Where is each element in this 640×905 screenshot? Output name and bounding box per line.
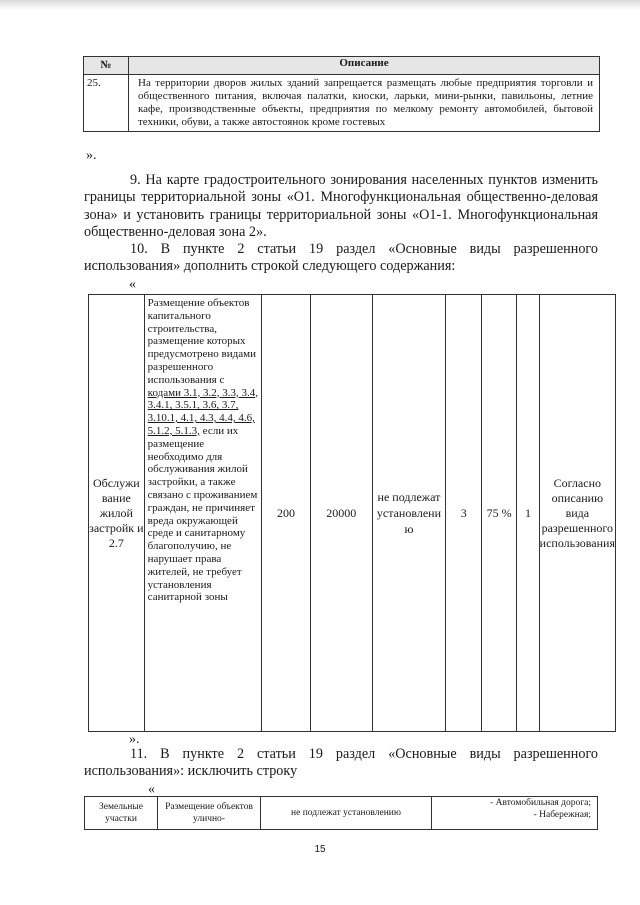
land-use-description <box>144 295 261 732</box>
description-table <box>83 56 600 132</box>
setback: не подлежат установлени ю <box>372 295 446 732</box>
page-top-shadow <box>0 0 640 10</box>
table-row <box>84 75 600 132</box>
description-codes: кодами 3.1, 3.2, 3.3, 3.4, 3.4.1, 3.5.1, 3.6, 3.7, 3.10.1, 4.1, 4.3, 4.4, 4.6, 5.1.2, 5.1.3, <box>147 386 258 437</box>
table-row <box>85 797 598 830</box>
table-row <box>89 295 616 732</box>
land-use-table <box>88 294 616 732</box>
floors: 3 <box>446 295 482 732</box>
opening-quote: « <box>148 782 155 797</box>
note: Согласно описанию вида разрешенного использования <box>539 295 615 732</box>
number-column-header: № <box>84 57 129 75</box>
description-start: Размещение объектов капитального строительства, размещение которых предусмотрено видами разрешенного использования с <box>147 297 256 386</box>
placement-cell: Размещение объектов улично- <box>158 797 261 830</box>
max-area: 20000 <box>310 295 372 732</box>
land-plots-cell: Земельные участки <box>85 797 158 830</box>
page-number: 15 <box>314 844 326 855</box>
description-end: если их размещение необходимо для обслуживания жилой застройки, а также связано с проживанием граждан, не причиняет вреда окружающей среде и санитарному благополучию, не нарушает права жителей, не требует установления санитарной зоны <box>147 424 258 604</box>
min-area: 200 <box>262 295 311 732</box>
paragraph-10: 10. В пункте 2 статьи 19 раздел «Основные виды разрешенного использования» дополнить строкой следующего содержания: <box>84 241 598 275</box>
table-header-row <box>84 57 600 75</box>
objects-line-1: - Автомобильная дорога; <box>490 798 591 808</box>
value-1: 1 <box>517 295 539 732</box>
paragraph-9: 9. На карте градостроительного зонирования населенных пунктов изменить границы территориальной зоны «О1. Многофункциональная общественно-деловая зона» и установить границы территориальной зоны «О1-1. Многофункциональная общественно-деловая зона 2». <box>84 172 598 241</box>
opening-quote: « <box>129 277 136 292</box>
description-column-header: Описание <box>129 57 600 75</box>
objects-cell <box>432 797 598 830</box>
closing-quote: ». <box>129 732 140 747</box>
objects-line-2: - Набережная; <box>533 810 591 820</box>
row-description: На территории дворов жилых зданий запрещается размещать любые предприятия торговли и общественного питания, включая палатки, киоски, ларьки, мини-рынки, павильоны, летние кафе, производственные объекты, предприятия по мелкому ремонту автомобилей, бытовой техники, обуви, а также автостоянок кроме гостевых <box>129 75 600 132</box>
closing-quote: ». <box>86 148 97 163</box>
row-number: 25. <box>84 75 129 132</box>
paragraph-11: 11. В пункте 2 статьи 19 раздел «Основные виды разрешенного использования»: исключить строку <box>84 746 598 780</box>
coverage: 75 % <box>482 295 517 732</box>
excluded-row-table <box>84 796 598 830</box>
land-use-name: Обслужи вание жилой застройк и 2.7 <box>89 295 145 732</box>
not-subject-cell: не подлежат установлению <box>261 797 432 830</box>
